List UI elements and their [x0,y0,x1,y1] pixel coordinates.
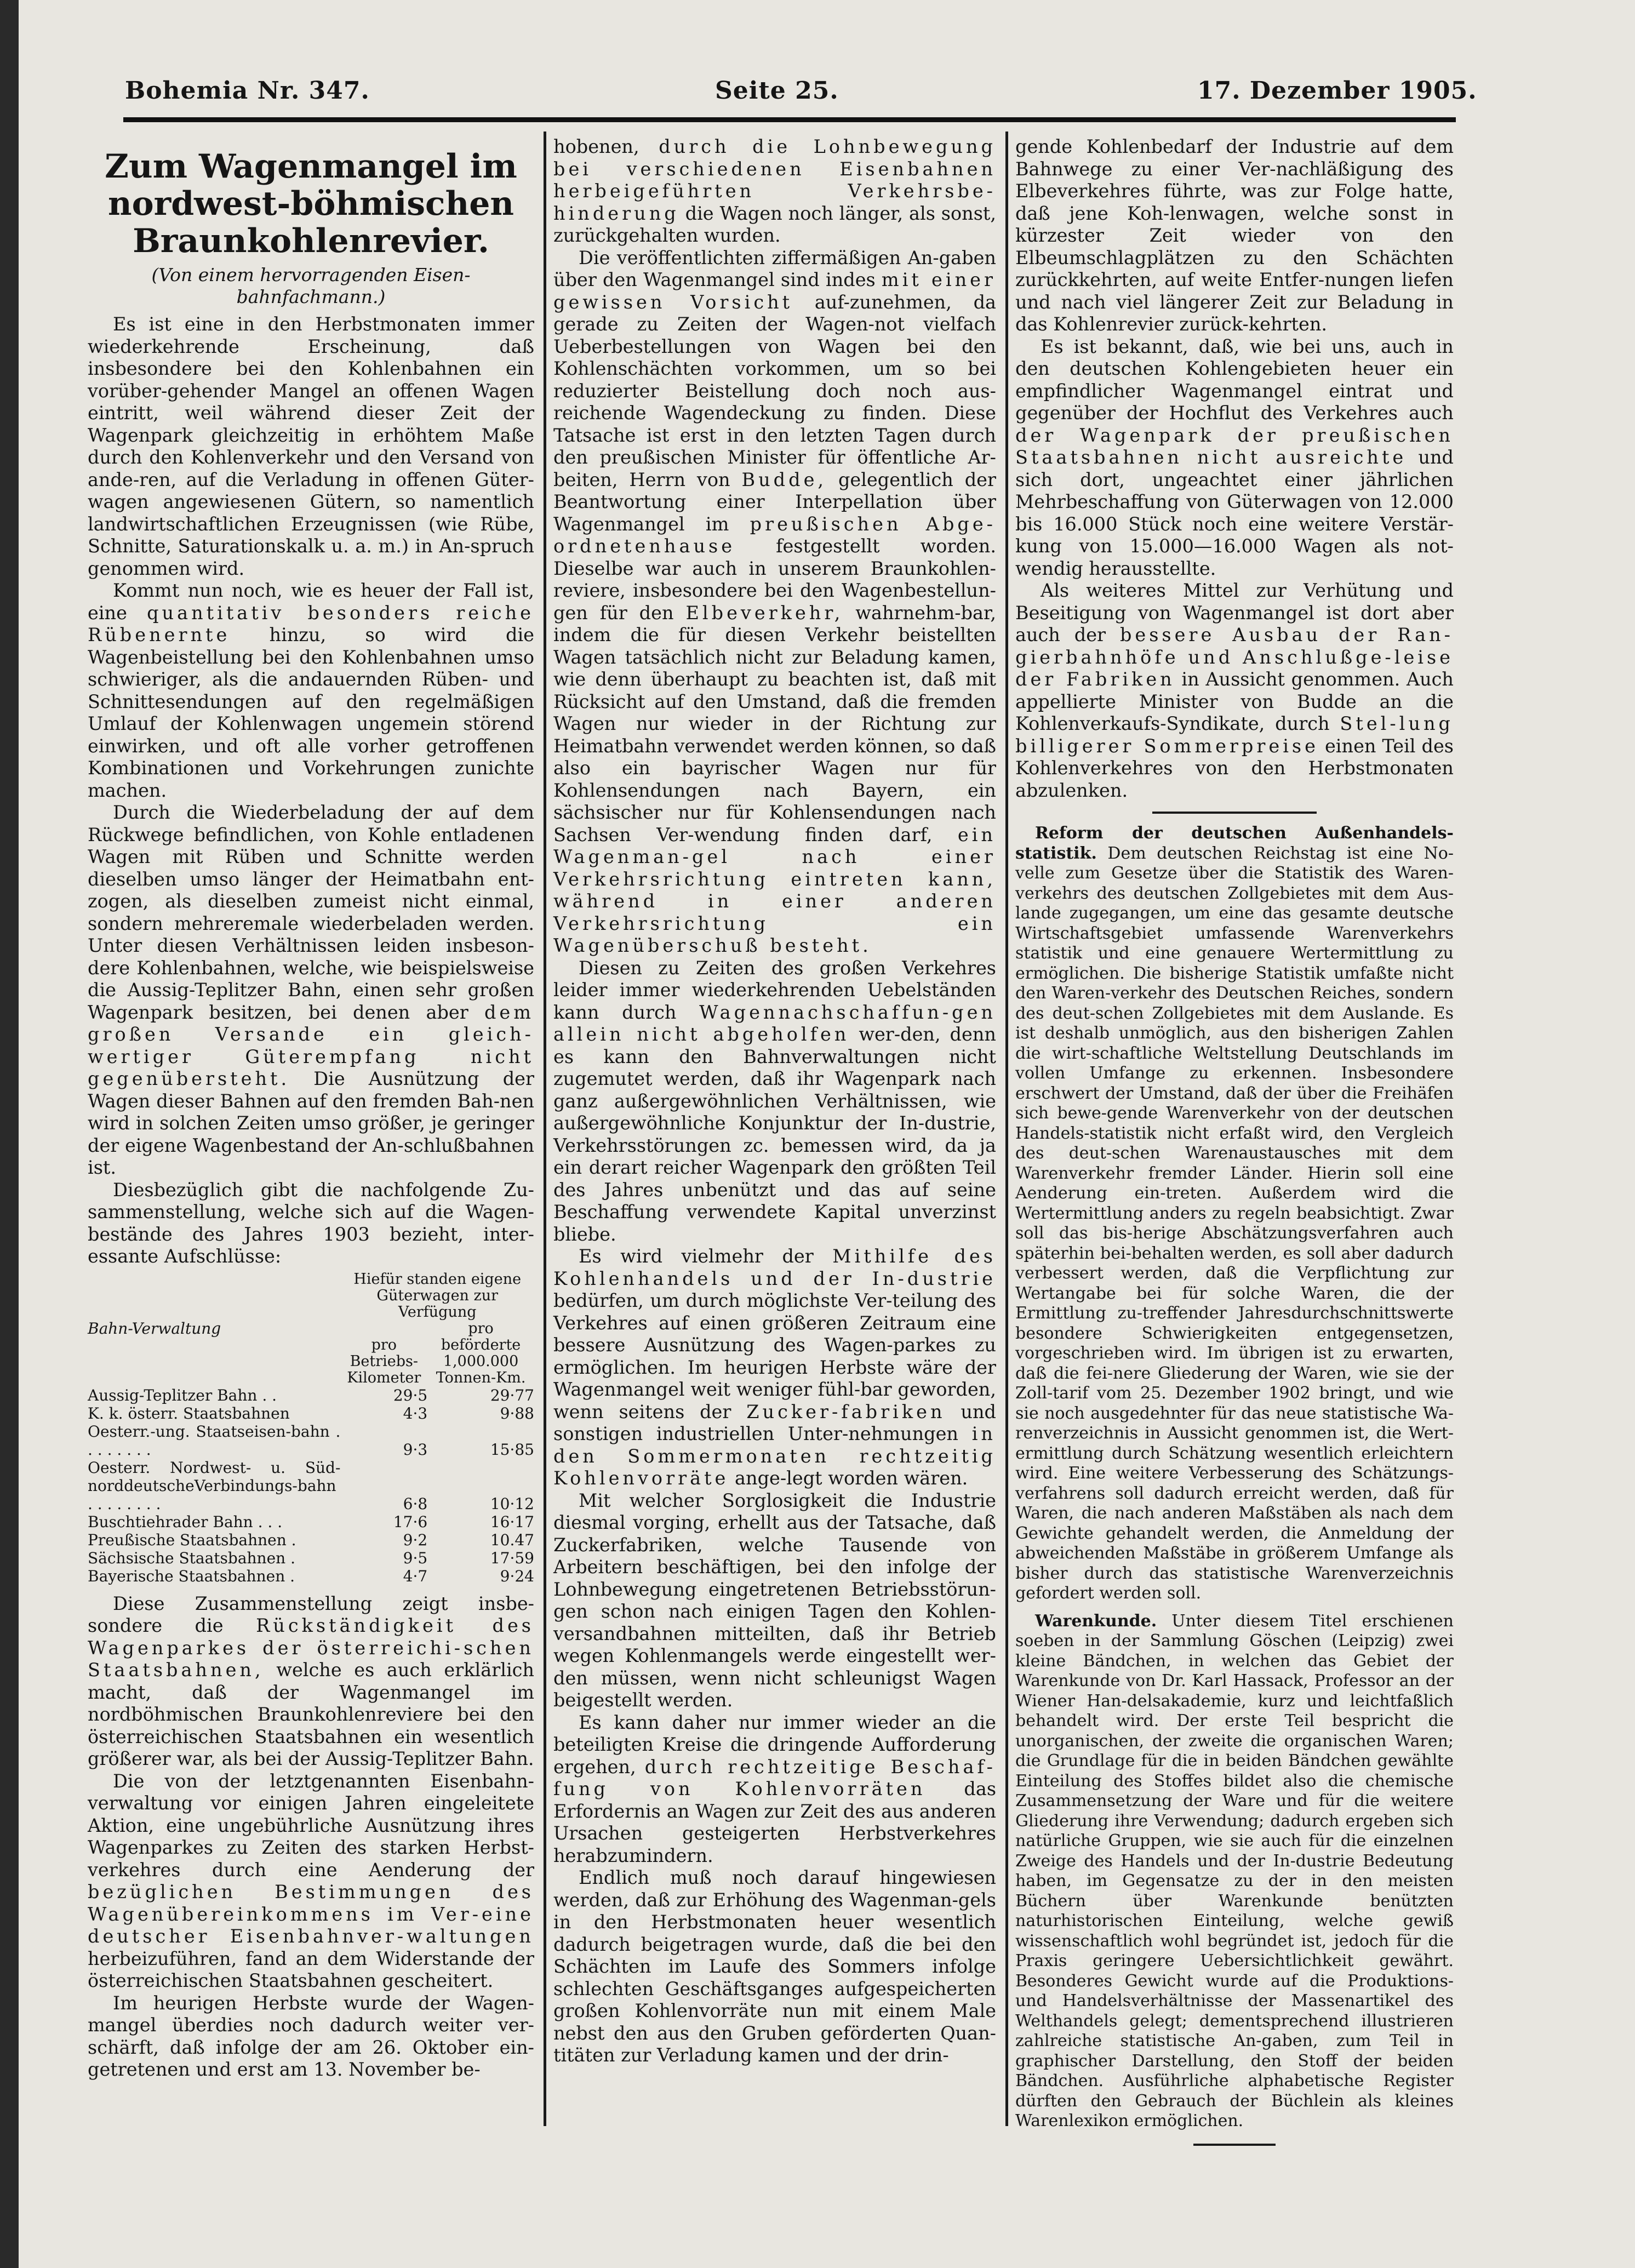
paragraph: hobenen, durch die Lohnbewegung bei verschiedenen Eisenbahnen herbeigeführten Verkehrsbe-hinderung die Wagen noch länger, als sonst, zurückgehalten wurden. [553,136,996,246]
article-byline: (Von einem hervorragenden Eisen-bahnfachmann.) [151,264,471,307]
paragraph: Die von der letztgenannten Eisenbahn-verwaltung vor einigen Jahren eingeleitete Aktion, eine ungebührliche Ausnützung ihres Wagenparkes zu Zeiten des starken Herbst-verkehres durch eine Aenderung der bezüglichen Bestimmungen des Wagenübereinkommens im Ver-eine deutscher Eisenbahnver-waltungen herbeizuführen, fand an dem Widerstande der österreichischen Staatsbahnen gescheitert. [88,1770,534,1991]
header-date: 17. Dezember 1905. [1197,77,1477,105]
paragraph: Im heurigen Herbste wurde der Wagen-mangel überdies noch dadurch weiter ver-schärft, daß infolge der am 26. Oktober ein-getretenen und erst am 13. November be- [88,1992,534,2080]
table-row [88,1459,534,1513]
paragraph: Diese Zusammenstellung zeigt insbe-sondere die Rückständigkeit des Wagenparkes der österreichi-schen Staatsbahnen, welche es auch erklärlich macht, daß der Wagenmangel im nordböhmischen Braunkohlenreviere bei den österreichischen Staatsbahnen ein wesentlich größerer war, als bei der Aussig-Teplitzer Bahn. [88,1592,534,1769]
table-header-col2: pro beförderte 1,000.000 Tonnen-Km. [436,1319,526,1386]
table-cell-name: K. k. österr. Staatsbahnen [88,1404,290,1423]
table-cell-per-tkm: 17·59 [490,1549,534,1567]
table-cell-name: Oesterr.-ung. Staatseisen-bahn . . . . . . . . [88,1422,341,1459]
column-divider-2 [1005,132,1008,2126]
paragraph: Reform der deutschen Außenhandels-statistik. Dem deutschen Reichstag ist eine No-velle zum Gesetze über die Statistik des Waren-verkehrs des deutschen Zollgebietes mit dem Aus-lande zugegangen, um eine das gesamte deutsche Wirtschaftsgebiet umfassende Warenverkehrs statistik und eine genauere Wertermittlung zu ermöglichen. Die bisherige Statistik umfaßte nicht den Waren-verkehr des Deutschen Reiches, sondern des deut-schen Zollgebietes mit dem Auslande. Es ist deshalb unmöglich, aus den bisherigen Zahlen die wirt-schaftliche Weltstellung Deutschlands im vollen Umfange zu erkennen. Insbesondere erschwert der Umstand, daß der über die Freihäfen sich bewe-gende Warenverkehr von der deutschen Handels-statistik nicht erfaßt wird, den Vergleich des deut-schen Warenaustausches mit dem Warenverkehr fremder Länder. Hierin soll eine Aenderung ein-treten. Außerdem wird die Wertermittlung anders zu regeln beabsichtigt. Zwar soll das bis-herige Abschätzungsverfahren auch späterhin bei-behalten werden, es soll aber dadurch verbessert werden, daß die Verpflichtung zur Wertangabe bei für solche Waren, die der Ermittlung zu-treffender Jahresdurchschnittswerte besondere Schwierigkeiten entgegensetzen, vorgeschrieben wird. Im übrigen ist zu erwarten, daß die fei-nere Gliederung der Waren, wie sie der Zoll-tarif vom 25. Dezember 1902 bringt, und wie sie noch ausgedehnter für das neue statistische Wa-renverzeichnis in Aussicht genommen ist, die Wert-ermittlung durch Schätzung wesentlich erleichtern wird. Eine weitere Verbesserung des Schätzungs-verfahrens soll dadurch erreicht werden, daß für Waren, die nach anderen Maßstäben als nach dem Gewichte gehandelt werden, die Anmeldung der abweichenden Maßstäbe in größerem Umfange als bisher durch das statistische Warenverzeichnis gefordert werden soll. [1015,824,1454,1603]
article-separator [1152,812,1317,814]
column-3 [1015,136,1454,2156]
paragraph: Diesbezüglich gibt die nachfolgende Zu-sammenstellung, welche sich auf die Wagen-bestände des Jahres 1903 bezieht, inter-essante Aufschlüsse: [88,1179,534,1267]
article-reform-statistik [1015,824,1454,2132]
table-row [88,1531,534,1549]
table-header-col1: pro Betriebs-Kilometer [347,1336,421,1386]
paragraph: gende Kohlenbedarf der Industrie auf dem Bahnwege zu einer Ver-nachläßigung des Elbeverkehres führte, was zur Folge hatte, daß jene Koh-lenwagen, welche sonst in kürzester Zeit wieder von den Elbeumschlagplätzen zu den Schächten zurückkehrten, auf weite Entfer-nungen liefen und nach viel längerer Zeit zur Beladung in das Kohlenrevier zurück-kehrten. [1015,136,1454,335]
paragraph: Als weiteres Mittel zur Verhütung und Beseitigung von Wagenmangel ist dort aber auch der bessere Ausbau der Ran-gierbahnhöfe und Anschlußge-leise der Fabriken in Aussicht genommen. Auch appellierte Minister von Budde an die Kohlenverkaufs-Syndikate, durch Stel-lung billigerer Sommerpreise einen Teil des Kohlenverkehres von den Herbstmonaten abzulenken. [1015,580,1454,801]
paragraph: Es wird vielmehr der Mithilfe des Kohlenhandels und der In-dustrie bedürfen, um durch möglichste Ver-teilung des Verkehres auf einen größeren Zeitraum eine bessere Ausnützung des Wagen-parkes zu ermöglichen. Im heurigen Herbste wäre der Wagenmangel weit weniger fühl-bar geworden, wenn seitens der Zucker-fabriken und sonstigen industriellen Unter-nehmungen in den Sommermonaten rechtzeitig Kohlenvorräte ange-legt worden wären. [553,1246,997,1489]
header-rule [123,117,1456,122]
table-header-label: Bahn-Verwaltung [88,1319,221,1338]
table-row [88,1423,534,1459]
paragraph: Es kann daher nur immer wieder an die beteiligten Kreise die dringende Aufforderung ergehen, durch rechtzeitige Beschaf-fung von Kohlenvorräten das Erfordernis an Wagen zur Zeit des aus anderen Ursachen gesteigerten Herbstverkehres herabzumindern. [553,1711,997,1866]
table-row [88,1386,534,1404]
table-row [88,1404,534,1423]
article-title: Zum Wagenmangel im nordwest-böhmischen Braunkohlenrevier. [105,147,517,260]
article-heading: Warenkunde. [1035,1611,1157,1631]
table-row [88,1549,534,1567]
table-cell-name: Sächsische Staatsbahnen . [88,1549,295,1567]
column-divider-1 [544,132,546,2126]
table-cell-per-km: 9·2 [403,1530,428,1549]
wagon-statistics-table [88,1271,534,1585]
header-page-number: Seite 25. [715,77,839,105]
table-row [88,1567,534,1585]
page-edge-shadow [0,0,19,2268]
table-cell-per-km: 6·8 [403,1494,428,1513]
paragraph: Durch die Wiederbeladung der auf dem Rückwege befindlichen, von Kohle entladenen Wagen mit Rüben und Schnitte werden dieselben umso länger der Heimatbahn ent-zogen, als dieselben zumeist nicht einmal, sondern mehreremale wiederbeladen werden. Unter diesen Verhältnissen leiden insbeson-dere Kohlenbahnen, welche, wie beispielsweise die Aussig-Teplitzer Bahn, einen sehr großen Wagenpark besitzen, bei denen aber dem großen Versande ein gleich-wertiger Güterempfang nicht gegenübersteht. Die Ausnützung der Wagen dieser Bahnen auf den fremden Bah-nen wird in solchen Zeiten umso größer, je geringer der eigene Wagenbestand der An-schlußbahnen ist. [88,802,534,1178]
table-cell-name: Bayerische Staatsbahnen . [88,1567,295,1585]
end-rule [1193,2144,1276,2146]
table-cell-per-tkm: 9·24 [500,1567,534,1585]
paragraph: Mit welcher Sorglosigkeit die Industrie diesmal vorging, erhellt aus der Tatsache, daß Zuckerfabriken, welche Tausende von Arbeitern beschäftigen, bei den infolge der Lohnbewegung eingetretenen Betriebsstörun-gen schon nach einigen Tagen den Kohlen-versandbahnen mitteilten, daß ihr Betrieb wegen Kohlenmangels werde eingestellt wer-den müssen, wenn nicht schleunigst Wagen beigestellt werden. [553,1489,996,1711]
table-cell-per-tkm: 10·12 [490,1494,534,1513]
table-cell-per-km: 4·7 [403,1567,428,1585]
table-cell-per-km: 9·5 [403,1549,428,1567]
table-cell-name: Preußische Staatsbahnen . [88,1530,296,1549]
table-cell-per-tkm: 15·85 [490,1440,534,1459]
table-cell-per-tkm: 10.47 [490,1530,534,1549]
paragraph: Endlich muß noch darauf hingewiesen werden, daß zur Erhöhung des Wagenman-gels in den Herbstmonaten heuer wesentlich dadurch beigetragen wurde, daß die bei den Schächten im Laufe des Sommers infolge schlechten Geschäftsganges aufgespeicherten großen Kohlenvorräte nun mit einem Male nebst den aus den Gruben geförderten Quan-titäten zur Verladung kamen und der drin- [553,1867,996,2066]
table-cell-per-km: 29·5 [393,1386,428,1404]
table-row [88,1513,534,1531]
paragraph: Es ist bekannt, daß, wie bei uns, auch in den deutschen Kohlengebieten heuer ein empfindlicher Wagenmangel eintrat und gegenüber der Hochflut des Verkehres auch der Wagenpark der preußischen Staatsbahnen nicht ausreichte und sich dort, ungeachtet einer jährlichen Mehrbeschaffung von Güterwagen von 12.000 bis 16.000 Stück noch eine weitere Verstär-kung von 15.000—16.000 Wagen als not-wendig herausstellte. [1015,335,1454,579]
table-cell-per-tkm: 16·17 [490,1512,534,1531]
column-1 [88,148,534,2081]
table-header-top: Hiefür standen eigene Güterwagen zur Verfügung [353,1270,522,1321]
paragraph: Es ist eine in den Herbstmonaten immer wiederkehrende Erscheinung, daß insbesondere bei den Kohlenbahnen ein vorüber-gehender Mangel an offenen Wagen eintritt, weil während dieser Zeit der Wagenpark gleichzeitig in erhöhtem Maße durch den Kohlenverkehr und den Versand von ande-ren, auf die Verladung in offenen Güter-wagen angewiesenen Gütern, so namentlich landwirtschaftlichen Erzeugnissen (wie Rübe, Schnitte, Saturationskalk u. a. m.) in An-spruch genommen wird. [88,313,534,579]
table-cell-per-km: 4·3 [403,1404,428,1423]
table-cell-name: Aussig-Teplitzer Bahn . . [88,1386,277,1404]
paragraph: Die veröffentlichten ziffermäßigen An-gaben über den Wagenmangel sind indes mit einer gewissen Vorsicht auf-zunehmen, da gerade zu Zeiten der Wagen-not vielfach Ueberbestellungen von Wagen bei den Kohlenschächten vorkommen, um so bei reduzierter Beistellung doch noch aus-reichende Wagendeckung zu finden. Diese Tatsache ist erst in den letzten Tagen durch den preußischen Minister für öffentliche Ar-beiten, Herrn von Budde, gelegentlich der Beantwortung einer Interpellation über Wagenmangel im preußischen Abge-ordnetenhause festgestellt worden. Dieselbe war auch in unserem Braunkohlen-reviere, insbesondere bei den Wagenbestellun-gen für den Elbeverkehr, wahrnehm-bar, indem die für diesen Verkehr beistellten Wagen tatsächlich nicht zur Beladung kamen, wie denn überhaupt zu beachten ist, daß mit Rücksicht auf den Umstand, daß die fremden Wagen nur wieder in der Richtung zur Heimatbahn verwendet werden können, so daß also ein bayrischer Wagen nur für Kohlensendungen nach Bayern, ein sächsischer nur für Kohlensendungen nach Sachsen Ver-wendung finden darf, ein Wagenman-gel nach einer Verkehrsrichtung eintreten kann, während in einer anderen Verkehrsrichtung ein Wagenüberschuß besteht. [553,247,996,956]
table-cell-name: Oesterr. Nordwest- u. Süd-norddeutscheVerbindungs-bahn . . . . . . . . [88,1458,341,1513]
paragraph: Kommt nun noch, wie es heuer der Fall ist, eine quantitativ besonders reiche Rübenernte hinzu, so wird die Wagenbeistellung bei den Kohlenbahnen umso schwieriger, als die andauernden Rüben- und Schnittesendungen auf den regelmäßigen Umlauf der Kohlenwagen ungemein störend einwirken, und oft alle vorher getroffenen Kombinationen und Vorkehrungen zunichte machen. [88,580,534,801]
table-cell-per-tkm: 9·88 [500,1404,534,1423]
paragraph: Warenkunde. Unter diesem Titel erschienen soeben in der Sammlung Göschen (Leipzig) zwei kleine Bändchen, in welchen das Gebiet der Warenkunde von Dr. Karl Hassack, Professor an der Wiener Han-delsakademie, kurz und leichtfaßlich behandelt wird. Der erste Teil bespricht die unorganischen, der zweite die organischen Waren; die Grundlage für die in beiden Bändchen gewählte Einteilung des Stoffes bildet also die chemische Zusammensetzung der Ware und für die weitere Gliederung ihre Verwendung; dadurch ergeben sich natürliche Gruppen, wie sie auch für die einzelnen Zweige des Handels und der In-dustrie Bedeutung haben, im Gegensatze zu der in den meisten Büchern über Warenkunde benützten naturhistorischen Einteilung, welche gewiß wissenschaftlich wohl begründet ist, jedoch für die Praxis geringere Uebersichtlichkeit gewährt. Besonderes Gewicht wurde auf die Produktions- und Handelsverhältnisse der Massenartikel des Welthandels gelegt; dementsprechend illustrieren zahlreiche statistische An-gaben, zum Teil in graphischer Darstellung, den Stoff der beiden Bändchen. Ausführliche alphabetische Register dürften den Gebrauch der Büchlein als kleines Warenlexikon ermöglichen. [1015,1611,1454,2130]
table-cell-per-tkm: 29·77 [490,1386,534,1404]
table-cell-per-km: 17·6 [393,1512,428,1531]
table-cell-name: Buschtiehrader Bahn . . . [88,1512,283,1531]
paragraph: Diesen zu Zeiten des großen Verkehres leider immer wiederkehrenden Uebelständen kann durch Wagennachschaffun-gen allein nicht abgeholfen wer-den, denn es kann den Bahnverwaltungen nicht zugemutet werden, daß ihr Wagenpark nach ganz außergewöhnlichen Verhältnissen, wie außergewöhnliche Konjunktur der In-dustrie, Verkehrsstörungen zc. bemessen wird, da ja ein derart reicher Wagenpark den größten Teil des Jahres unbenützt und das auf seine Beschaffung verwendete Kapital unverzinst bliebe. [553,957,996,1245]
table-cell-per-km: 9·3 [403,1440,428,1459]
header-left: Bohemia Nr. 347. [125,77,370,105]
article-heading: Reform der deutschen Außenhandels-statistik. [1015,824,1454,863]
column-2 [553,136,996,2067]
